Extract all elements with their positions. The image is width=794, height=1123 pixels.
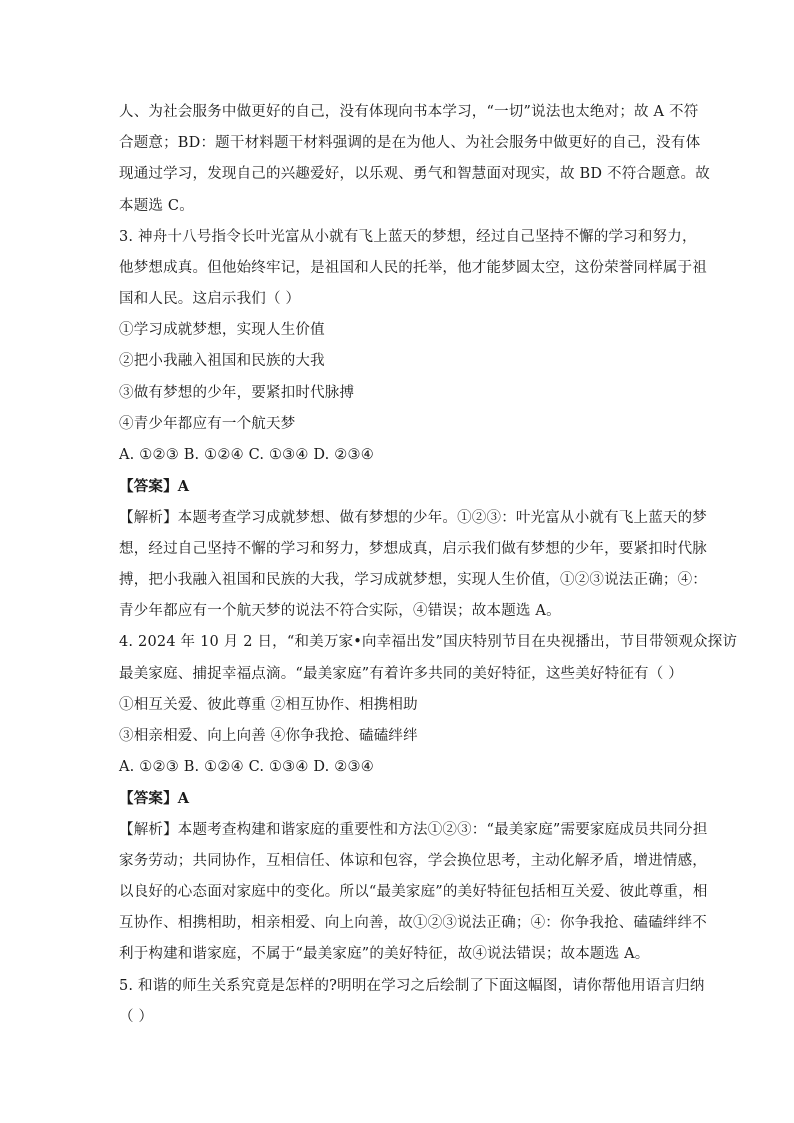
question-4-analysis: 【解析】本题考查构建和谐家庭的重要性和方法①②③：“最美家庭”需要家庭成员共同分担 [119,822,708,838]
question-4-analysis: 利于构建和谐家庭，不属于“最美家庭”的美好特征，故④说法错误；故本题选 A。 [119,946,650,962]
text-line: 本题选 C。 [119,198,194,214]
question-4-option-item: ①相互关爱、彼此尊重 ②相互协作、相携相助 [119,697,418,713]
question-3-option-item: ②把小我融入祖国和民族的大我 [119,353,325,369]
question-3-stem: 他梦想成真。但他始终牢记，是祖国和人民的托举，他才能梦圆太空，这份荣誉同样属于祖 [119,260,707,276]
question-5-stem: 5. 和谐的师生关系究竟是怎样的?明明在学习之后绘制了下面这幅图，请你帮他用语言归纳 [119,978,705,994]
question-3-stem: 国和人民。这启示我们（ ） [119,291,301,307]
question-3-analysis: 想，经过自己坚持不懈的学习和努力，梦想成真，启示我们做有梦想的少年，要紧扣时代脉 [119,541,707,557]
question-3-option-item: ①学习成就梦想，实现人生价值 [119,322,325,338]
question-5-stem: （ ） [119,1009,154,1025]
question-4-stem: 4. 2024 年 10 月 2 日，“和美万家•向幸福出发”国庆特别节目在央视播出，节目带领观众探访 [119,634,738,650]
question-3-stem: 3. 神舟十八号指令长叶光富从小就有飞上蓝天的梦想，经过自己坚持不懈的学习和努力， [119,229,697,245]
text-line: 人、为社会服务中做更好的自己，没有体现向书本学习，“一切”说法也太绝对；故 A 不符 [119,104,699,120]
question-3-option-item: ③做有梦想的少年，要紧扣时代脉搏 [119,385,355,401]
question-4-analysis: 家务劳动；共同协作，互相信任、体谅和包容，学会换位思考，主动化解矛盾，增进情感， [119,853,707,869]
question-4-analysis: 以良好的心态面对家庭中的变化。所以“最美家庭”的美好特征包括相互关爱、彼此尊重，相 [119,884,708,900]
question-3-analysis: 搏，把小我融入祖国和民族的大我，学习成就梦想，实现人生价值，①②③说法正确；④： [119,572,707,588]
question-3-analysis: 青少年都应有一个航天梦的说法不符合实际，④错误；故本题选 A。 [119,603,561,619]
question-4-answer: 【答案】A [119,790,190,807]
question-3-analysis: 【解析】本题考查学习成就梦想、做有梦想的少年。①②③：叶光富从小就有飞上蓝天的梦 [119,510,707,526]
question-4-choices: A. ①②③ B. ①②④ C. ①③④ D. ②③④ [119,759,374,775]
text-line: 合题意；BD：题干材料题干材料强调的是在为他人、为社会服务中做更好的自己，没有体 [119,135,701,151]
question-3-option-item: ④青少年都应有一个航天梦 [119,416,296,432]
question-4-stem: 最美家庭、捕捉幸福点滴。“最美家庭”有着许多共同的美好特征，这些美好特征有（ ） [119,666,683,682]
text-line: 现通过学习，发现自己的兴趣爱好，以乐观、勇气和智慧面对现实，故 BD 不符合题意。故 [119,166,710,182]
question-4-analysis: 互协作、相携相助，相亲相爱、向上向善，故①②③说法正确；④：你争我抢、磕磕绊绊不 [119,915,707,931]
question-4-option-item: ③相亲相爱、向上向善 ④你争我抢、磕磕绊绊 [119,728,418,744]
question-3-choices: A. ①②③ B. ①②④ C. ①③④ D. ②③④ [119,447,374,463]
question-3-answer: 【答案】A [119,478,190,495]
